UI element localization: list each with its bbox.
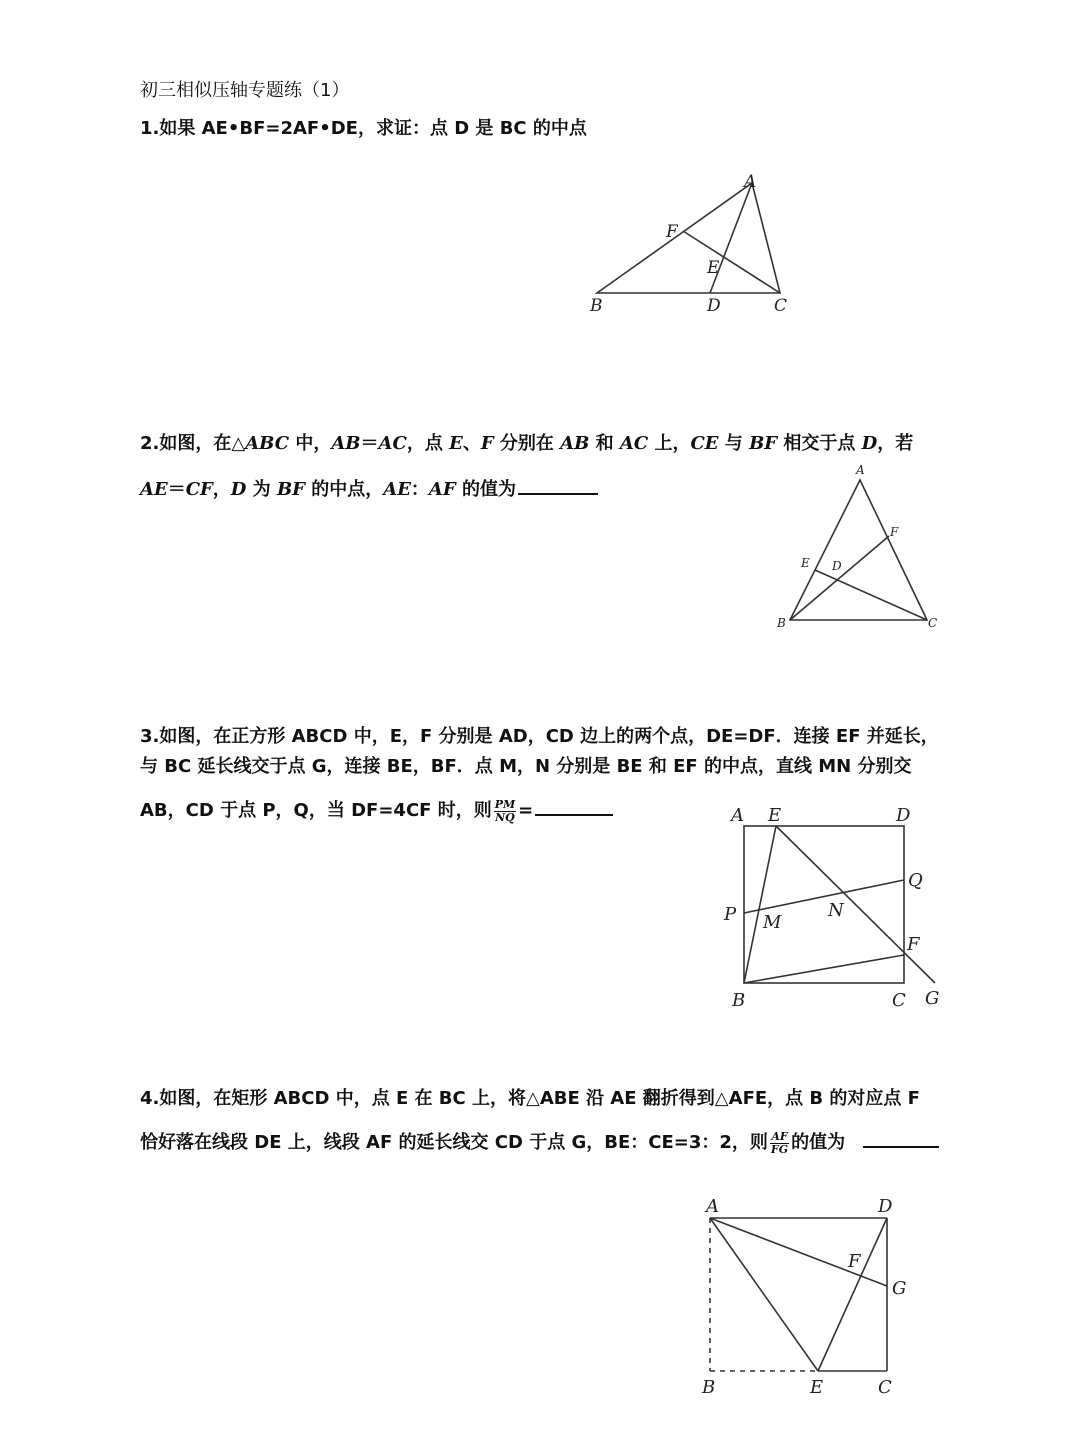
- q3-label-e: E: [768, 805, 782, 826]
- q1-label-e: E: [707, 258, 720, 278]
- q1-label-b: B: [590, 296, 603, 316]
- q4-line-1: 4.如图，在矩形 ABCD 中，点 E 在 BC 上，将△ABE 沿 AE 翻折得到△AFE，点 B 的对应点 F: [140, 1088, 920, 1109]
- q4-label-c: C: [878, 1377, 892, 1398]
- q3-label-a: A: [731, 805, 744, 826]
- q2-line-2: AE＝CF，D 为 BF 的中点，AE：AF 的值为: [140, 475, 598, 501]
- q3-label-m: M: [763, 912, 782, 933]
- q2-label-c: C: [928, 616, 938, 630]
- q3-label-f: F: [907, 934, 920, 955]
- q3-label-n: N: [828, 900, 844, 921]
- q3-fraction: $\frac{PM}{NQ}$: [494, 797, 516, 824]
- q2-answer-blank[interactable]: [518, 475, 598, 495]
- q2-figure: [770, 460, 950, 640]
- q4-line-2: 恰好落在线段 DE 上，线段 AF 的延长线交 CD 于点 G，BE：CE=3：2，则 $\frac{AF}{FG}$ 的值为: [140, 1128, 939, 1156]
- q3-label-c: C: [892, 990, 906, 1011]
- q3-line-2: 与 BC 延长线交于点 G，连接 BE，BF．点 M，N 分别是 BE 和 EF 的中点，直线 MN 分别交: [140, 756, 912, 777]
- q2-label-a: A: [856, 463, 865, 477]
- q2-line-1: 2.如图，在△ABC 中，AB＝AC，点 E、F 分别在 AB 和 AC 上，CE 与 BF 相交于点 D，若: [140, 433, 914, 454]
- q2-label-d: D: [832, 559, 842, 573]
- q3-label-b: B: [732, 990, 746, 1011]
- q4-answer-blank[interactable]: [863, 1128, 939, 1148]
- q1-figure: [560, 165, 820, 325]
- q3-label-q: Q: [908, 870, 923, 891]
- q3-label-d: D: [896, 805, 911, 826]
- q1-label-a: A: [744, 172, 757, 192]
- q1-label-d: D: [707, 296, 721, 316]
- q4-label-d: D: [878, 1196, 893, 1217]
- q4-fraction: $\frac{AF}{FG}$: [770, 1129, 789, 1156]
- q4-label-f: F: [848, 1251, 861, 1272]
- q2-label-f: F: [890, 525, 899, 539]
- q1-text: 1.如果 AE•BF=2AF•DE，求证：点 D 是 BC 的中点: [140, 118, 587, 139]
- q1-label-c: C: [774, 296, 788, 316]
- q2-label-e: E: [801, 556, 810, 570]
- q3-line-3: AB，CD 于点 P，Q，当 DF=4CF 时，则 $\frac{PM}{NQ}$ =: [140, 796, 613, 824]
- q3-label-p: P: [724, 904, 737, 925]
- q2-triangle: [790, 480, 927, 620]
- q3-figure: [720, 800, 960, 1015]
- q3-answer-blank[interactable]: [535, 796, 613, 816]
- q4-figure: [690, 1190, 930, 1410]
- q4-label-a: A: [706, 1196, 719, 1217]
- q2-label-b: B: [777, 616, 786, 630]
- q1-label-f: F: [666, 222, 678, 242]
- q3-label-g: G: [925, 988, 940, 1009]
- page-title: 初三相似压轴专题练（1）: [140, 80, 350, 101]
- q4-label-e: E: [810, 1377, 824, 1398]
- q4-label-b: B: [702, 1377, 716, 1398]
- q3-line-1: 3.如图，在正方形 ABCD 中，E，F 分别是 AD，CD 边上的两个点，DE=DF．连接 EF 并延长，: [140, 726, 939, 747]
- q4-rectangle: [710, 1218, 887, 1371]
- q1-triangle: [597, 183, 780, 293]
- q4-label-g: G: [892, 1278, 907, 1299]
